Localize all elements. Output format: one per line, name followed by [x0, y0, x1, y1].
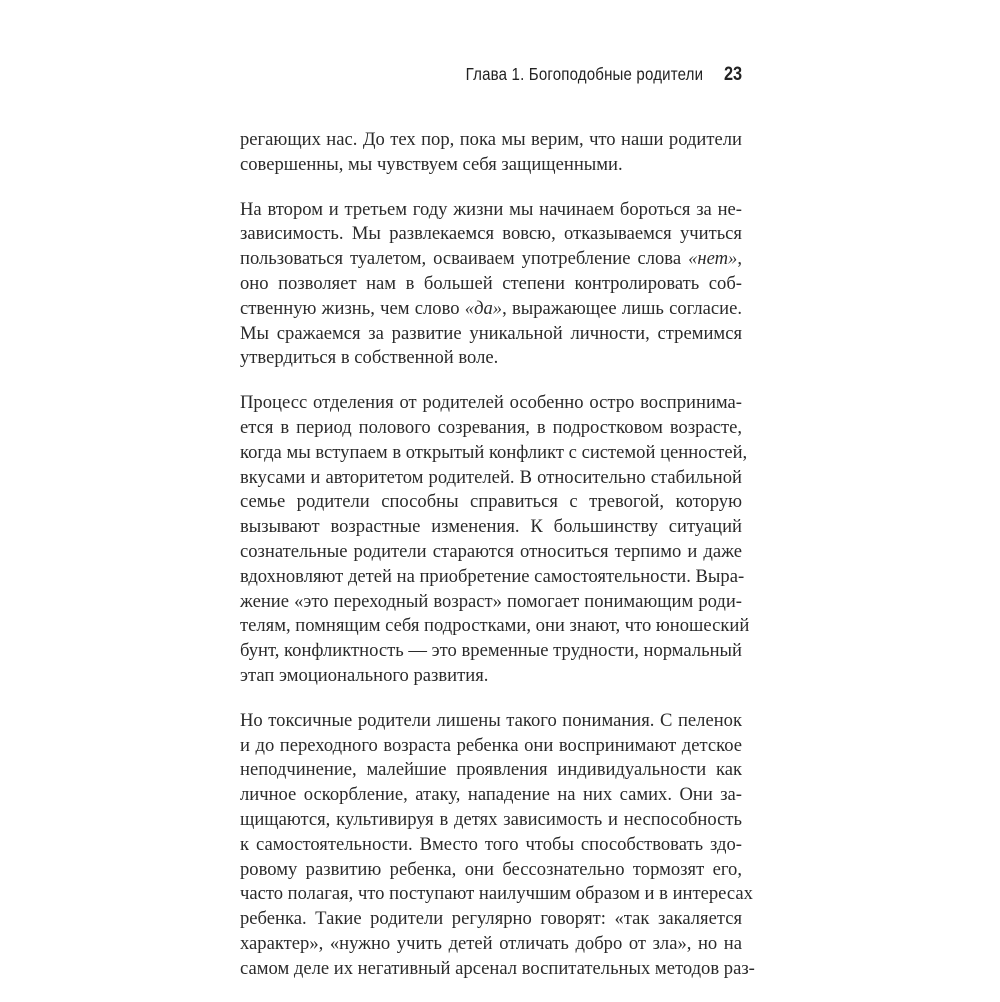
text-line: бунт, конфликтность — это временные трудности, нормальный: [240, 640, 742, 662]
text-line: регающих нас. До тех пор, пока мы верим, что наши родители: [240, 129, 742, 150]
paragraph-4: [240, 709, 755, 982]
text-line: когда мы вступаем в открытый конфликт с системой ценностей,: [240, 441, 748, 463]
page-number: 23: [723, 64, 742, 85]
text-line: и до переходного возраста ребенка они воспринимают детское: [240, 734, 742, 756]
text-line: семье родители способны справиться с тревогой, которую: [240, 491, 742, 513]
paragraph-2: [240, 198, 742, 372]
paragraph-1: [240, 128, 742, 178]
text-line: зависимость. Мы развлекаемся вовсю, отказываемся учиться: [240, 223, 742, 245]
text-line: вкусами и авторитетом родителей. В относительно стабильной: [240, 466, 742, 488]
text-line: жение «это переходный возраст» помогает понимающим роди-: [240, 590, 742, 612]
text-line: На втором и третьем году жизни мы начинаем бороться за не-: [240, 198, 742, 220]
text-line: совершенны, мы чувствуем себя защищенными.: [240, 153, 623, 175]
text-line: ется в период полового созревания, в подростковом возрасте,: [240, 416, 742, 438]
body-text: [240, 128, 755, 1002]
text-line: вызывают возрастные изменения. К большинству ситуаций: [240, 516, 742, 538]
text-line: этап эмоционального развития.: [240, 664, 489, 686]
text-line: утвердиться в собственной воле.: [240, 347, 499, 369]
running-head: [240, 64, 742, 86]
paragraph-3: [240, 391, 750, 689]
text-line: ребенка. Такие родители регулярно говорят: «так закаляется: [240, 908, 742, 930]
text-line: личное оскорбление, атаку, нападение на них самих. Они за-: [240, 784, 742, 806]
text-line: самом деле их негативный арсенал воспитательных методов раз-: [240, 957, 755, 979]
text-line: пользоваться туалетом, осваиваем употребление слова «нет»,: [240, 248, 742, 270]
text-line: к самостоятельности. Вместо того чтобы способствовать здо-: [240, 833, 742, 855]
text-line: щищаются, культивируя в детях зависимость и неспособность: [240, 808, 742, 830]
text-line: вдохновляют детей на приобретение самостоятельности. Выра-: [240, 565, 745, 587]
text-line: Мы сражаемся за развитие уникальной личности, стремимся: [240, 322, 742, 344]
text-line: неподчинение, малейшие проявления индивидуальности как: [240, 759, 742, 781]
text-line: телям, помнящим себя подростками, они знают, что юношеский: [240, 615, 750, 637]
text-line: ственную жизнь, чем слово «да», выражающее лишь согласие.: [240, 297, 742, 319]
chapter-title: Глава 1. Богоподобные родители: [465, 64, 703, 84]
text-line: оно позволяет нам в большей степени контролировать соб-: [240, 272, 742, 294]
text-line: часто полагая, что поступают наилучшим образом и в интересах: [240, 883, 753, 905]
text-line: сознательные родители стараются относиться терпимо и даже: [240, 540, 742, 562]
text-line: характер», «нужно учить детей отличать добро от зла», но на: [240, 932, 742, 954]
text-line: Но токсичные родители лишены такого понимания. С пеленок: [240, 709, 742, 731]
text-line: Процесс отделения от родителей особенно остро воспринима-: [240, 392, 742, 414]
text-line: ровому развитию ребенка, они бессознательно тормозят его,: [240, 858, 742, 880]
